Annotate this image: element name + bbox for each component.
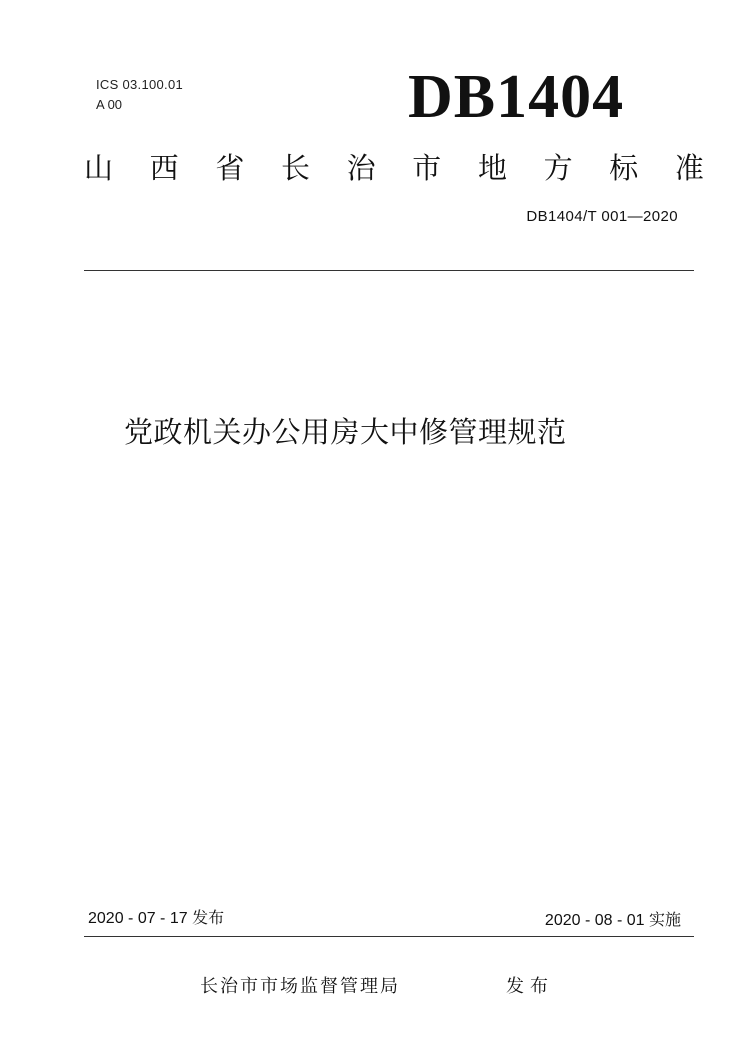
category-char: 方 [543, 151, 573, 185]
ics-code: ICS 03.100.01 [96, 77, 184, 92]
classification-code: A 00 [96, 97, 123, 112]
top-divider [84, 270, 694, 271]
publish-label: 发布 [506, 976, 554, 997]
category-char: 省 [215, 151, 245, 185]
standard-mark: DB1404 [408, 63, 625, 131]
publisher: 长治市市场监督管理局 [200, 976, 400, 997]
category-char: 地 [477, 151, 507, 185]
standard-number: DB1404/T 001—2020 [526, 208, 678, 225]
category-char: 山 [84, 151, 114, 185]
implementation-date: 2020 - 08 - 01 实施 [544, 912, 681, 929]
document-title: 党政机关办公用房大中修管理规范 [124, 415, 567, 449]
issue-date: 2020 - 07 - 17 发布 [88, 910, 225, 927]
bottom-divider [84, 936, 694, 937]
category-char: 市 [412, 151, 442, 185]
category-char: 治 [346, 151, 376, 185]
category-char: 标 [609, 151, 639, 185]
standard-category [84, 148, 704, 188]
category-char: 准 [674, 151, 704, 185]
category-char: 长 [280, 151, 310, 185]
category-char: 西 [149, 151, 179, 185]
